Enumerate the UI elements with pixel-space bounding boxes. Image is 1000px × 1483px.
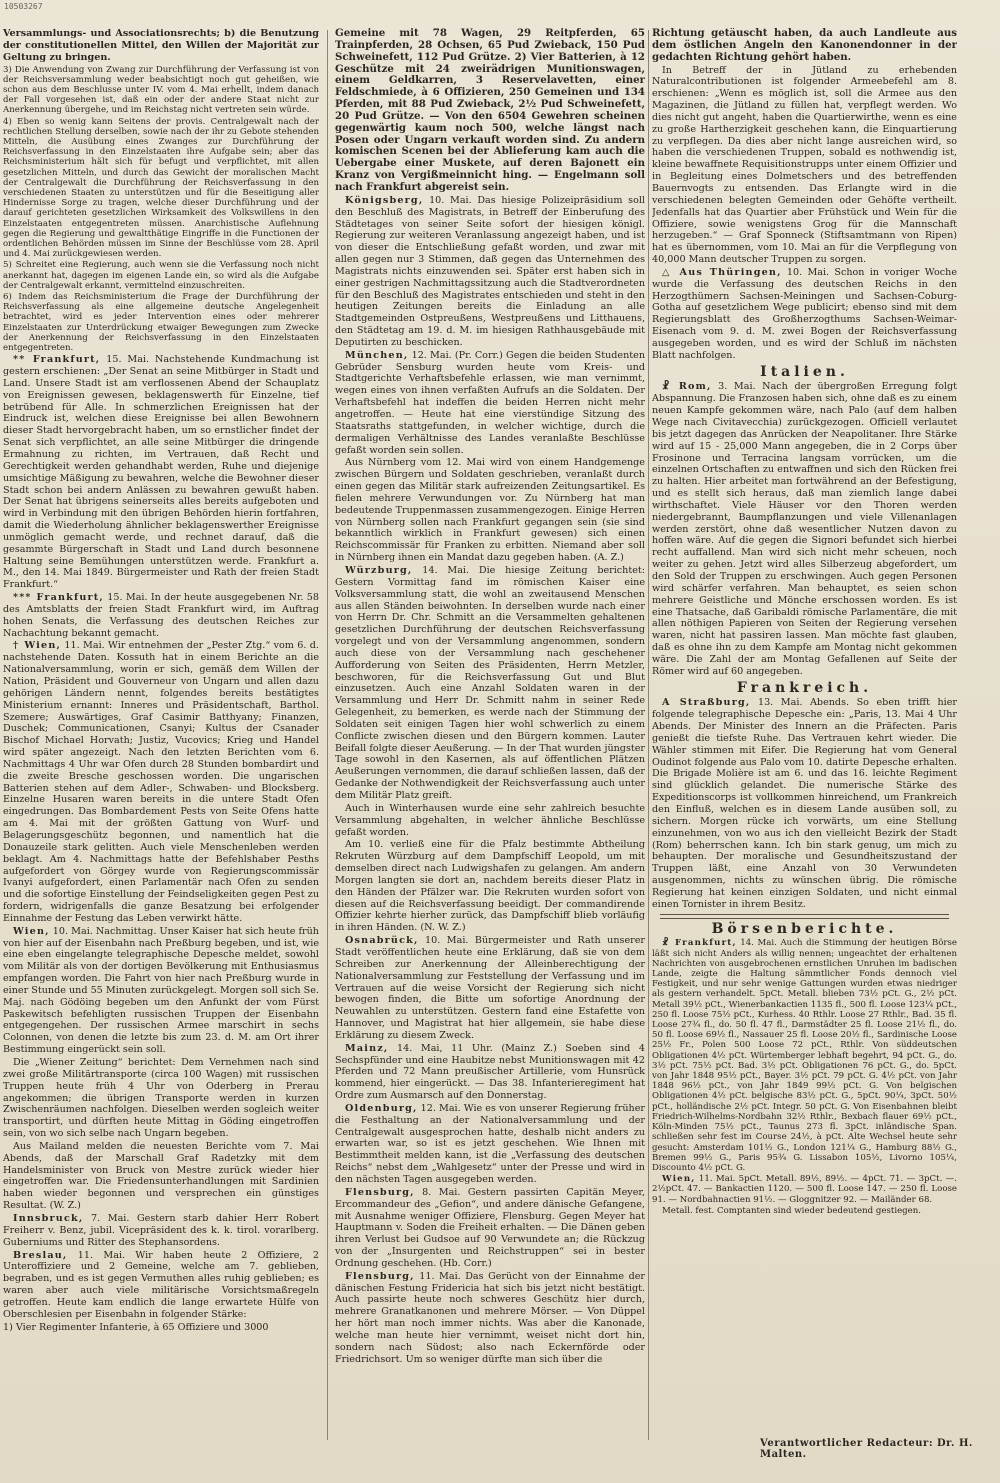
dateline: † Wien, — [13, 640, 62, 652]
dateline: *** Frankfurt, — [13, 592, 104, 604]
dateline: Würzburg, — [345, 564, 413, 576]
dateline: Flensburg, — [345, 1270, 415, 1282]
paragraph: 1) Vier Regimenter Infanterie, à 65 Offiziere und 3000 — [3, 1321, 269, 1333]
dateline: A Straßburg, — [662, 697, 751, 709]
article-wien-2 — [3, 926, 319, 1056]
editor-line: Verantwortlicher Redacteur: Dr. H. Malten. — [760, 1438, 973, 1460]
paragraph: Metall. fest. Comptanten sind wieder bedeutend gestiegen. — [662, 1205, 922, 1216]
section-heading-frankreich: Frankreich. — [736, 679, 873, 696]
article-text: 14. Mai. Auch die Stimmung der heutigen Börse läßt sich nicht Anders als willig nennen; ungeachtet der erhaltenen Nachrichten von ausgebrochenen ernstlichen Unruhen im badischen Lande, zeigte die Haltung sämmtlicher Fonds dennoch viel Festigkeit, und nur sehr wenige Gattungen wurden etwas niedriger als gestern verhandelt. 5pCt. Metall. blieben 73½ pCt. G., 2½ pCt. Metall 39½ pCt., Wienerbankactien 1135 fl., 500 fl. Loose 123¼ pCt., 250 fl. Loose 75½ pCt., Kurhess. 40 Rthlr. Loose 27 Rthlr., Bad. 35 fl. Loose 27¾ fl., do. 50 fl. 47 fl., Darmstädter 25 fl. Loose 21½ fl., do. 50 fl. Loose 69½ fl., Nassauer 25 fl. Loose 20½ fl., Sardinische Loose 25½ Fr., Polen 500 Loose 72 pCt., Rthlr. Von süddeutschen Obligationen 4½ pCt. Würtemberger lebhaft begehrt, 94 pCt. G., do. 3½ pCt. 75½ pCt. Bad. 3½ pCt. Obligationen 76 pCt. G., do. 5pCt. von Jahr 1848 95½ pCt., Bayer. 3½ pCt. 79 pCt. G. 4½ pCt. von Jahr 1848 96½ pCt., von Jahr 1849 99½ pCt. G. Von belgischen Obligationen 4½ pCt. belgische 83½ pCt. G., 5pCt. 90¼, 3pCt. 50½ pCt., holländische 2½ pCt. Integr. 50 pCt. G. Von Eisenbahnen bleibt Friedrich-Wilhelms-Nordbahn 32½ Rthlr., Bexbach flauer 69½ pCt., Köln-Minden 75½ pCt., Taunus 273 fl. 3pCt. inländische Span. schließen sehr fest im Course 24½, à pCt. Alte Wechsel heute sehr gesucht: Amsterdam 101½ G., London 121¼ G., Hamburg 88½ G., Bremen 99½ G., Paris 95¾ G. Lissabon 105½, Livorno 105¼, Discounto 4½ pCt. G. — [652, 938, 957, 1173]
paragraph: In Betreff der in Jütland zu erhebenden Naturalcontributionen ist folgender Armeebefehl am 8. erschienen: „Wenn es möglich ist, soll die Armee aus den Magazinen, die Jütland zu füllen hat, verpflegt werden. Wo dies nicht gut angeht, haben die Quartierwirthe, wenn es eine zu große Hartherzigkeit geschehen kann, die Einquartierung zu verpflegen. Da dies aber nicht lange ausreichen wird, so haben die verschiedenen Truppen, sobald es nothwendig ist, kleine bewaffnete Requisitionstrupps unter einem Offizier und in Begleitung eines Dolmetschers und des betreffenden Bauernvogts zu entsenden. Das Erlangte wird in die verschiedenen belegten Gemeinden oder Gehöfte vertheilt. Jedenfalls hat das Quartier aber Frühstück und Wein für die Offiziere, sowie wenigstens Grog für die Mannschaft herzugeben.“ — Graf Sponneck (Stiftsamtmann von Ripen) hat es übernommen, vom 10. Mai an für die Verpflegung von 40,000 Mann deutscher Truppen zu sorgen. — [652, 64, 957, 266]
article-text: 15. Mai. In der heute ausgegebenen Nr. 58 des Amtsblatts der freien Stadt Frankfurt wird, im Auftrag hohen Senats, die Verfassung des deutschen Reiches zur Nachachtung bekannt gemacht. — [3, 592, 319, 639]
article-text: 11. Mai. Das Gerücht von der Einnahme der dänischen Festung Fridericia hat sich bis jetzt nicht bestätigt. Auch passirte heute noch schweres Geschütz hier durch, mehrere Granatkanonen und mehrere Mörser. — Von Düppel her hört man noch immer nichts. Was aber die Kanonade, welche man heute hier vernimmt, weiset nicht dort hin, sondern nach Südost; also nach Eckernförde oder Friedrichsort. Um so weniger dürfte man sich über die — [335, 1270, 645, 1365]
column-rule-left — [327, 30, 328, 1440]
article-wien-1 — [3, 640, 319, 924]
paragraph: Versammlungs- und Associationsrechts; b) die Benutzung der constitutionellen Mittel, den Willen der Majorität zur Geltung zu bringen. — [3, 28, 319, 63]
article-koenigsberg — [335, 195, 645, 349]
column-2 — [335, 28, 645, 1448]
article-wuerzburg — [335, 565, 645, 802]
dateline: ☧ Rom, — [662, 381, 712, 393]
column-1 — [3, 28, 319, 1448]
dateline: Königsberg, — [345, 194, 424, 206]
paragraph: Richtung getäuscht haben, da auch Landleute aus dem östlichen Angeln den Kanonendonner in der gedachten Richtung gehört haben. — [652, 28, 957, 63]
paragraph: Gemeine mit 78 Wagen, 29 Reitpferden, 65 Trainpferden, 28 Ochsen, 65 Pud Zwieback, 150 Pud Schweinefett, 112 Pud Grütze. 2) Vier Batterien, à 12 Geschütze mit 24 zweirädrigen Munitionswagen, einem Geldkarren, 3 Reservelavetten, einer Feldschmiede, à 6 Offizieren, 250 Gemeinen und 134 Pferden, mit 88 Pud Zwieback, 2½ Pud Schweinefett, 20 Pud Grütze. — Von den 6504 Gewehren scheinen gegenwärtig kaum noch 500, welche längst nach Posen oder Ungarn verkauft worden sind. Zu andern komischen Scenen bei der Ablieferung kam auch die Uebergabe einer Muskete, auf deren Bajonett ein Kranz von Vergißmeinnicht hing. — Engelmann soll nach Frankfurt abgereist sein. — [335, 28, 645, 193]
article-text: 14. Mai. Die hiesige Zeitung berichtet: Gestern Vormittag fand im römischen Kaiser eine Volksversammlung statt, die wohl an zweitausend Menschen aus allen Ständen beiwohnten. In derselben wurde nach einer von Herrn Dr. Chr. Schmitt an die Versammelten gehaltenen gesetzlichen Durchführung der deutschen Reichsverfassung vorgelegt und von der Versammlung angenommen, sondern auch diese von der Versammlung nach geschehener Aufforderung von Seiten des Präsidenten, Herrn Metzler, beschworen, für die Reichsverfassung Gut und Blut einzusetzen. Auch eine Anzahl Soldaten waren in der Versammlung und Herr Dr. Schmitt nahm in seiner Rede Gelegenheit, zu bemerken, es werde nach der Stimmung der Soldaten seit einigen Tagen hier wohl schwerlich zu einem Conflicte zwischen diesen und den Bürgern kommen. Lauter Beifall folgte dieser Aeußerung. — In der That wurden jüngster Tage sowohl in den Kasernen, als auf öffentlichen Plätzen Aeußerungen vernommen, die darauf schließen lassen, daß der Gedanke der Nothwendigkeit der Reichsverfassung auch unter dem Militär Platz greift. — [335, 564, 645, 801]
article-text: 12. Mai. (Pr. Corr.) Gegen die beiden Studenten Gebrüder Sensburg wurden heute vom Kreis- und Stadtgerichte Verhaftsbefehle erlassen, wie man vernimmt, wegen eines von ihnen verfaßten Aufrufs an die Soldaten. Der Verhaftsbefehl hat indeffen die beiden Herren nicht mehr angetroffen. — Heute hat eine vierstündige Sitzung des Staatsraths stattgefunden, in welcher wichtige, durch die dermaligen Verhältnisse des Landes veranlaßte Beschlüsse gefaßt worden sein sollen. — [335, 349, 645, 456]
article-text: 10. Mai. Das hiesige Polizeipräsidium soll den Beschluß des Magistrats, in Betreff der Einberufung des Städtetages von seiner Seite sofort der hiesigen königl. Regierung zur weiteren Veranlassung angezeigt haben, und ist von dieser die Entschließung gefaßt worden, und zwar mit allen gegen nur 3 Stimmen, daß gegen das Unternehmen des Magistrats nichts einzuwenden sei. Später erst haben sich in einer gestrigen Nachmittagssitzung auch die Stadtverordneten für den Beschluß des Magistrates entschieden und steht in den heutigen Zeitungen bereits die Einladung an alle Stadtgemeinden Ostpreußens, Westpreußens und Litthauens, den Städtetag am 19. d. M. im hiesigen Rathhausgebäude mit Deputirten zu beschicken. — [335, 194, 645, 348]
article-text: 11. Mai. 5pCt. Metall. 89½, 89½. — 4pCt. 71. — 3pCt. —. 2½pCt. 47. — Bankactien 1120. — 500 fl. Loose 147. — 250 fl. Loose 91. — Nordbahnactien 91½. — Gloggnitzer 92. — Mailänder 68. — [652, 1174, 957, 1205]
article-text: 12. Mai. Wie es von unserer Regierung früher die Festhaltung an der Nationalversammlung und der Centralgewalt ausgesprochen hatte, deshalb nicht anders zu erwarten war, so ist es jetzt geschehen. Wie Ihnen mit Bestimmtheit melden kann, ist die „Verfassung des deutschen Reichs“ nebst dem „Wahlgesetz“ unter der Presse und wird in den nächsten Tagen ausgegeben werden. — [335, 1102, 645, 1185]
dateline: Wien, — [662, 1174, 696, 1185]
section-divider — [660, 914, 949, 919]
article-rom — [652, 381, 957, 677]
article-text: 13. Mai. Abends. So eben trifft hier folgende telegraphische Depesche ein: „Paris, 13. Mai 4 Uhr Abends. Der Minister des Innern an die Präfecten. Paris genießt die tiefste Ruhe. Das Vertrauen kehrt wieder. Die Wähler stimmen mit Eifer. Die Regierung hat vom General Oudinot folgende aus Palo vom 10. datirte Depesche erhalten. Die Brigade Molière ist am 6. und das 16. leichte Regiment sind glücklich gelandet. Die numerische Stärke des Expeditionscorps ist vollkommen hinreichend, um Frankreich den Einfluß, welchen es in diesem Lande ausüben soll, zu sichern. Morgen rücke ich vorwärts, um eine Stellung einzunehmen, von wo aus ich den vielleicht Bezirk der Stadt (Rom) beherrschen kann. Ich bin stark genug, um mich zu behaupten. Der moralische und Gesundheitszustand der Truppen läßt, eine Anzahl von 30 Verwundeten ausgenommen, nichts zu wünschen übrig. Die römische Regierung hat keinen einzigen Soldaten, und nicht einmal einen Tornister in ihrem Besitz. — [652, 697, 957, 910]
paragraph: 5) Schreitet eine Regierung, auch wenn sie die Verfassung noch nicht anerkannt hat, dagegen im eigenen Lande ein, so wird als die Aufgabe der Centralgewalt erkannt, vermittelnd einzuschreiten. — [3, 260, 319, 291]
article-text: 15. Mai. Nachstehende Kundmachung ist gestern erschienen: „Der Senat an seine Mitbürger in Stadt und Land. Unsere Stadt ist am verflossenen Abend der Schauplatz von Ereignissen gewesen, beklagenswerth für Einzelne, tief betrübend für Alle. In schmerzlichen Ereignissen hat der Eindruck ist, welchen diese Ereignisse bei allen Bewohnern dieser Stadt hervorgebracht haben, um so ernstlicher findet der Senat sich verpflichtet, an alle seine Mitbürger die dringende Ermahnung zu richten, im Vertrauen, daß Recht und Gerechtigkeit werden gehandhabt werden, Ruhe und diejenige umsichtige Mäßigung zu bewahren, welche die Bewohner dieser Stadt schon bei andern Anlässen zu bewahren gewußt haben. Der Senat hat übrigens seinerseits alles bereits aufgeboten und wird in Verbindung mit den übrigen Behörden hierin fortfahren, damit die Wiederholung ähnlicher beklagenswerther Ereignisse unmöglich gemacht werde, und rechnet darauf, daß die gesammte Bürgerschaft in Stadt und Land durch besonnene Haltung seine Bemühungen unterstützen werde. Frankfurt a. M., den 14. Mai 1849. Bürgermeister und Rath der freien Stadt Frankfurt.“ — [3, 354, 319, 591]
article-breslau — [3, 1250, 319, 1321]
article-text: 10. Mai. Schon in voriger Woche wurde die Verfassung des deutschen Reichs in den Herzogthümern Sachsen-Meiningen und Sachsen-Coburg-Gotha auf gesetzlichem Wege publicirt; ebenso sind mit dem Regierungsblatt des Großherzogthums Sachsen-Weimar-Eisenach vom 9. d. M. zwei Bogen der Reichsverfassung ausgegeben worden, und es wird der Schluß im nächsten Blatt nachfolgen. — [652, 266, 957, 361]
scan-id: 10503267 — [4, 2, 43, 11]
article-text: 10. Mai. Nachmittag. Unser Kaiser hat sich heute früh von hier auf der Eisenbahn nach Preßburg begeben, und ist, wie eine eben eingelangte telegraphische Depesche meldet, sowohl vom Militär als von der dortigen Bevölkerung mit Enthusiasmus empfangen worden. Die Fahrt von hier nach Preßburg wurde in einer Stunde und 55 Minuten zurückgelegt. Morgen soll sich Se. Maj. nach Gödöing begeben um den Anfunkt der vom Fürst Paskewitsch befehligten russischen Truppen der Eisenbahn entgegengehen. Der russischen Armee marschirt in sechs Colonnen, von denen die letzte bis zum 23. d. M. am Ort ihrer Bestimmung eingerückt sein soll. — [3, 925, 319, 1056]
article-oldenburg — [335, 1103, 645, 1186]
article-boerse-frankfurt — [652, 938, 957, 1173]
dateline: Oldenburg, — [345, 1102, 418, 1114]
article-flensburg-2 — [335, 1271, 645, 1366]
dateline: Innsbruck, — [13, 1212, 84, 1224]
section-heading-italien: Italien. — [760, 363, 849, 380]
article-text: 11. Mai. Wir entnehmen der „Pester Ztg.“ vom 6. d. nachstehende Daten. Kossuth hat in einem Berichte an die Nationalversammlung, worin er sich, gemäß dem Willen der Nation, Präsident und Gouverneur von Ungarn und allen dazu gehörigen Ländern nennt, folgendes bereits bestätigtes Ministerium ernannt: Inneres und Präsidentschaft, Barthol. Szemere; Auswärtiges, Graf Casimir Batthyany; Finanzen, Duschek; Communicationen, Csanyi; Kultus der Csanader Bischof Michael Horvath; Justiz, Vucovics; Krieg und Handel wird später angezeigt. Nach den letzten Berichten vom 6. Nachmittags 4 Uhr war Ofen durch 28 Stunden bombardirt und die zweite Bresche geschossen worden. Die ungarischen Batterien stehen auf dem Adler-, Schwaben- und Blocksberg. Einzelne Husaren waren bereits in die untere Stadt Ofen eingedrungen. Das Bombardement Pests von Seite Ofens hatte am 4. Mai mit der größten Gattung von Wurf- und Belagerungsgeschütz begonnen, und namentlich hat die Donauzeile stark gelitten. Auch viele Menschenleben werden beklagt. Am 4. Nachmittags hatte der Befehlshaber Pesths aufgefordert von Görgey wurde von Regierungscommissär Ivanyi aufgefordert, einen Parlamentär nach Ofen zu senden und die sofortige Einstellung der Feindseligkeiten gegen Pest zu fordern, widrigenfalls die ganze Besatzung bei erfolgender Einnahme der Festung das Leben verwirkt hätte. — [3, 640, 319, 924]
dateline: Flensburg, — [345, 1186, 415, 1198]
paragraph: Aus Mailand melden die neuesten Berichte vom 7. Mai Abends, daß der Marschall Graf Radetzky mit dem Handelsminister von Bruck von Mestre zurück wieder hier eingetroffen war. Die Friedensunterhandlungen mit Sardinien haben wieder begonnen und versprechen ein günstiges Resultat. (W. Z.) — [3, 1140, 319, 1212]
paragraph: 6) Indem das Reichsministerium die Frage der Durchführung der Reichsverfassung als eine allgemeine deutsche Angelegenheit betrachtet, wird es jeder Intervention eines oder mehrerer Einzelstaaten zur Unterdrückung etwaiger Bewegungen zum Zwecke der Anerkennung der Reichsverfassung in den Einzelstaaten entgegentreten. — [3, 292, 319, 354]
article-text: 11. Mai. Wir haben heute 2 Offiziere, 2 Unteroffiziere und 2 Gemeine, welche am 7. geblieben, begraben, und es ist gegen Vermuthen alles ruhig geblieben; es waren aber auch viele militärische Vorsichtsmaßregeln getroffen. Heute kam endlich die lange erwartete Hülfe von Oberschlesien per Eisenbahn in folgender Stärke: — [3, 1249, 319, 1320]
dateline: München, — [345, 349, 409, 361]
paragraph: Aus Nürnberg vom 12. Mai wird von einem Handgemenge zwischen Bürgern und Soldaten geschrieben, veranlaßt durch einen gegen das Militär stark aufreizenden Zeitungsartikel. Es fielen mehrere Verwundungen vor. Zu Nürnberg hat man bedeutende Truppenmassen zusammengezogen. Einige Herren von Nürnberg sollen nach Frankfurt gegangen sein (sie sind bekanntlich wirklich in Frankfurt gewesen) sich einen Reichscommissär für Franken zu erbitten. Niemand aber soll in Nürnberg ihnen ein Mandat dazu gegeben haben. (A. Z.) — [335, 457, 645, 564]
column-3 — [652, 28, 957, 1448]
article-text: 10. Mai. Bürgermeister und Rath unserer Stadt veröffentlichen heute eine Erklärung, daß sie von dem Schreiben zur Anerkennung der Alleinberechtigung der Nationalversammlung zur Feststellung der Verfassung und im Vertrauen auf die weise Vorsicht der Regierung sich nicht bewogen finden, die Bitte um sofortige Anordnung der Neuwahlen zu unterstützen. Gestern fand eine Estafette von Hannover, und Magistrat hat hier allgemein, sie habe diese Erklärung zu diesem Zweck. — [335, 935, 645, 1041]
article-boerse-wien — [652, 1174, 957, 1205]
article-innsbruck — [3, 1213, 319, 1249]
column-rule-right — [648, 30, 649, 1440]
dateline: Wien, — [13, 925, 50, 937]
paragraph: 3) Die Anwendung von Zwang zur Durchführung der Verfassung ist von der Reichsversammlung weder beabsichtigt noch gut geheißen, wie schon aus dem Beschlusse unter IV. vom 4. Mai erhellt, indem danach der Fall vorgesehen ist, daß ein oder der andere Staat nicht zur Anerkennung übergehe, und im Reichstag nicht vertreten sein würde. — [3, 64, 319, 116]
article-text: 7. Mai. Gestern starb dahier Herr Robert Freiherr v. Benz, jubil. Vicepräsident des k. k. tirol. vorarlberg. Guberniums und Ritter des Stephansordens. — [3, 1212, 319, 1248]
article-osnabrueck — [335, 935, 645, 1042]
article-flensburg-1 — [335, 1187, 645, 1270]
paragraph: Auch in Winterhausen wurde eine sehr zahlreich besuchte Versammlung abgehalten, in welcher ähnliche Beschlüsse gefaßt worden. — [335, 802, 645, 838]
dateline: ☧ Frankfurt, — [662, 938, 737, 949]
article-text: 3. Mai. Nach der übergroßen Erregung folgt Abspannung. Die Franzosen haben sich, ohne daß es zu einem neuen Kampfe gekommen wäre, nach Palo (auf dem halben Wege nach Civitavecchia) zurückgezogen. Officiell verlautet bis jetzt dagegen das Anrücken der Neapolitaner. Ihre Stärke wird auf 15 - 25,000 Mann angegeben, die in 2 Corps über Frosinone und Terracina langsam vorrücken, um die einzelnen Ortschaften zu entwaffnen und sich den Rücken frei zu halten. Hier arbeitet man fortwährend an der Befestigung, und es stellt sich heraus, daß man ziemlich lange dabei wirthschaftet. Viele Häuser vor den Thoren werden niedergebrannt, Baumpflanzungen und viele Villenanlagen werden zerstört, ohne daß wesentlicher Nutzen davon zu hoffen wäre. Auf die gegen die Signori befundet sich hierbei recht auffallend. Man wird sich nicht mehr scheuen, noch weiter zu gehen. Jetzt wird alles Silberzeug abgefordert, um den Sold der Truppen zu erschwingen. Auch gegen Personen wird schärfer verfahren. Man behauptet, es seien schon mehrere Geistliche und Mönche erschossen worden. Es ist eine Thatsache, daß Garibaldi römische Parlamentäre, die mit allen nöthigen Papieren von Seiten der Regierung versehen waren, nicht hat passiren lassen. Man möchte fast glauben, daß es ohne ihn zu dem Kampfe am Montag nicht gekommen wäre. Die Zahl der am Montag Gefallenen auf Seite der Römer wird auf 60 angegeben. — [652, 381, 957, 677]
article-frankfurt-2 — [3, 592, 319, 639]
article-muenchen — [335, 350, 645, 457]
article-text: 8. Mai. Gestern passirten Capitän Meyer, Ercommandeur des „Gefion“, und andere dänische Gefangene, mit Ausnahme weniger Offiziere, Flensburg. Gegen Meyer hat Hauptmann v. Soden die Freiheit erhalten. — Die Dänen geben ihren Verlust bei Gudsoe auf 90 Verwundete an; die Rückzug von der „Insurgenten und Reichstruppen“ sei in bester Ordnung geschehen. (Hb. Corr.) — [335, 1186, 645, 1269]
article-frankfurt-1 — [3, 354, 319, 591]
dateline: Osnabrück, — [345, 935, 419, 947]
dateline: ** Frankfurt, — [13, 354, 101, 366]
article-text: 14. Mai, 11 Uhr. (Mainz Z.) Soeben sind 4 Sechspfünder und eine Haubitze nebst Munitionswagen mit 42 Pferden und 72 Mann preußischer Artillerie, vom Hunsrück kommend, hier eingerückt. — Das 38. Infanterieregiment hat Ordre zum Ausmarsch auf den Donnerstag. — [335, 1042, 645, 1102]
paragraph: 4) Eben so wenig kann Seitens der provis. Centralgewalt nach der rechtlichen Stellung derselben, sowie nach der ihr zu Gebote stehenden Mitteln, die Ausübung eines Zwanges zur Durchführung der Reichsverfassung in den Einzelstaaten ihre Aufgabe sein; aber das Reichsministerium hält sich für befugt und verpflichtet, mit allen gesetzlichen Mitteln, und durch das Gewicht der moralischen Macht der Centralgewalt die Durchführung der Reichsverfassung in den verschiedenen Staaten zu unterstützen und für die Beseitigung aller Hindernisse Sorge zu tragen, welche dieser Durchführung und der darauf gerichteten gesetzlichen Wirksamkeit des Volkswillens in den Einzelstaaten entgegentreten müssen. Anarchistische Auflehnung gegen die Regierung und gewaltthätige Eingriffe in die Functionen der ordentlichen Behörden müssen im Sinne der Beschlüsse vom 28. April und 4. Mai zurückgewiesen werden. — [3, 116, 319, 260]
section-heading-boerse: Börsenberichte. — [711, 920, 898, 937]
dateline: △ Aus Thüringen, — [662, 266, 782, 278]
dateline: Mainz, — [345, 1042, 389, 1054]
paragraph: Am 10. verließ eine für die Pfalz bestimmte Abtheilung Rekruten Würzburg auf dem Dampfschiff Leopold, um mit demselben direct nach Ludwigshafen zu gelangen. Am andern Morgen langten sie dort an, nachdem bereits dieser Platz in den Händen der Pfälzer war. Die Rekruten wurden sofort von diesen auf die Reichsverfassung beeidigt. Der commandirende Offizier kehrte hierher zurück, das Dampfschiff blieb vorläufig in ihren Händen. (N. W. Z.) — [335, 839, 645, 934]
paragraph: Die „Wiener Zeitung“ berichtet: Dem Vernehmen nach sind zwei große Militärtransporte (circa 100 Wagen) mit russischen Truppen heute früh 4 Uhr von Oderberg in Prerau angekommen; die übrigen Transporte werden in kurzen Zwischenräumen nachfolgen. Dieselben werden sogleich weiter transportirt, und dürften heute Mittag in Göding eingetroffen sein, von wo sich selbe nach Ungarn begeben. — [3, 1057, 319, 1140]
article-strassburg — [652, 697, 957, 910]
article-mainz — [335, 1043, 645, 1102]
article-thueringen — [652, 267, 957, 362]
dateline: Breslau, — [13, 1249, 68, 1261]
